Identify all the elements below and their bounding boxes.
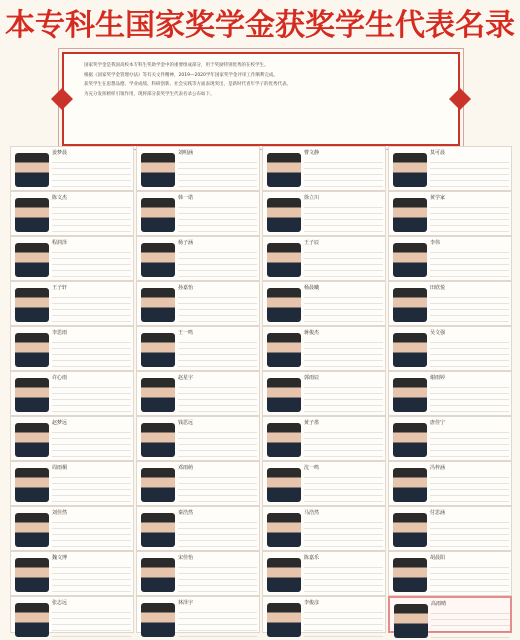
student-name: 李伟 [430, 240, 441, 246]
student-card [388, 461, 512, 506]
student-desc [304, 247, 383, 279]
student-card [388, 326, 512, 371]
student-desc [178, 337, 257, 369]
student-desc [52, 517, 131, 549]
student-photo [267, 243, 301, 277]
intro-paragraph: 国家奖学金是我国高校本专科生奖助学金中的重要组成部分，用于奖励特别优秀的在校学生。 [84, 63, 269, 68]
student-desc [304, 562, 383, 594]
student-card [136, 326, 260, 371]
student-photo [15, 513, 49, 547]
student-photo [141, 423, 175, 457]
student-photo [393, 333, 427, 367]
student-photo [267, 333, 301, 367]
student-name: 姜梦晨 [52, 150, 68, 156]
student-card [388, 416, 512, 461]
student-desc [430, 427, 509, 459]
student-photo [15, 423, 49, 457]
student-photo [267, 603, 301, 637]
student-desc [178, 157, 257, 189]
student-desc [178, 202, 257, 234]
student-name: 程润泽 [52, 240, 68, 246]
ornament-left [51, 88, 73, 110]
student-card [136, 191, 260, 236]
student-desc [178, 517, 257, 549]
student-photo [141, 603, 175, 637]
student-column-2 [136, 146, 260, 633]
student-desc [304, 157, 383, 189]
student-card [10, 371, 134, 416]
student-name: 唐佳宁 [430, 420, 446, 426]
student-name: 钱思远 [178, 420, 194, 426]
student-desc [52, 157, 131, 189]
student-card [10, 191, 134, 236]
student-name: 林泽宇 [178, 600, 194, 606]
student-photo [393, 423, 427, 457]
intro-paragraph: 根据《国家奖学金管理办法》等有关文件精神，2019—2020学年国家奖学金评审工作顺利完成。 [84, 72, 278, 78]
student-card [388, 506, 512, 551]
student-card [262, 146, 386, 191]
student-photo [267, 468, 301, 502]
student-photo [141, 378, 175, 412]
student-photo [393, 198, 427, 232]
student-name: 宋佳怡 [178, 555, 194, 561]
intro-paragraph: 获奖学生在思想品德、学业成绩、科研创新、社会实践等方面表现突出，是新时代青年学子的优秀代表。 [84, 82, 291, 88]
page-title: 本专科生国家奖学金获奖学生代表名录 [5, 8, 515, 43]
student-photo [141, 333, 175, 367]
student-photo [267, 423, 301, 457]
student-photo [393, 468, 427, 502]
student-photo [267, 513, 301, 547]
student-card [262, 551, 386, 596]
student-card [262, 461, 386, 506]
student-photo [15, 603, 49, 637]
student-card [10, 416, 134, 461]
student-name: 王一鸣 [178, 330, 194, 336]
student-card [10, 551, 134, 596]
student-desc [304, 202, 383, 234]
student-name: 郭雨辰 [304, 375, 320, 381]
student-photo [15, 378, 49, 412]
student-name: 许心雨 [52, 375, 68, 381]
student-photo [267, 558, 301, 592]
student-desc [178, 427, 257, 459]
student-grid [10, 146, 510, 633]
student-desc [178, 382, 257, 414]
student-card [136, 371, 260, 416]
student-name: 陈文杰 [52, 195, 68, 201]
student-card [10, 281, 134, 326]
student-desc [304, 427, 383, 459]
student-card [136, 236, 260, 281]
student-desc [430, 292, 509, 324]
student-name: 魏文博 [52, 555, 68, 561]
student-name: 杨晨曦 [304, 285, 320, 291]
student-desc [52, 427, 131, 459]
student-photo [393, 288, 427, 322]
student-name: 冯梓涵 [430, 465, 446, 471]
student-card [388, 281, 512, 326]
student-card [388, 191, 512, 236]
student-desc [52, 292, 131, 324]
student-name: 秦浩然 [178, 510, 194, 516]
student-name: 刘佳然 [52, 510, 68, 516]
student-card [388, 236, 512, 281]
student-desc [430, 337, 509, 369]
student-desc [304, 607, 383, 639]
student-card [136, 461, 260, 506]
student-photo [15, 198, 49, 232]
student-name: 周雨桐 [52, 465, 68, 471]
student-desc [430, 382, 509, 414]
student-card [136, 596, 260, 633]
student-card [136, 551, 260, 596]
student-desc [52, 382, 131, 414]
student-desc [52, 472, 131, 504]
student-name: 莫可晨 [430, 150, 446, 156]
student-desc [430, 202, 509, 234]
student-photo [267, 378, 301, 412]
student-card [388, 551, 512, 596]
student-name: 田欣悦 [430, 285, 446, 291]
student-card [10, 596, 134, 633]
student-photo [393, 558, 427, 592]
student-desc [304, 382, 383, 414]
student-photo [393, 513, 427, 547]
student-desc [52, 607, 131, 639]
student-photo [267, 198, 301, 232]
student-column-4 [388, 146, 512, 633]
student-column-3 [262, 146, 386, 633]
student-name: 李俊彦 [304, 600, 320, 606]
student-name: 谢雨婷 [430, 375, 446, 381]
student-desc [52, 562, 131, 594]
student-name: 徐立川 [304, 195, 320, 201]
student-name: 赵梦远 [52, 420, 68, 426]
student-card [388, 596, 512, 633]
student-photo [141, 468, 175, 502]
student-name: 邓雨萌 [178, 465, 194, 471]
student-name: 李思雨 [52, 330, 68, 336]
student-name: 孙嘉怡 [178, 285, 194, 291]
student-name: 付思涵 [430, 510, 446, 516]
student-desc [52, 247, 131, 279]
student-desc [430, 562, 509, 594]
student-name: 张志远 [52, 600, 68, 606]
student-card [262, 326, 386, 371]
student-desc [304, 517, 383, 549]
student-photo [141, 558, 175, 592]
student-desc [52, 202, 131, 234]
student-photo [15, 558, 49, 592]
student-name: 杨子涵 [178, 240, 194, 246]
student-desc [52, 337, 131, 369]
student-photo [15, 288, 49, 322]
student-card [136, 416, 260, 461]
intro-text [74, 62, 448, 140]
student-photo [394, 604, 428, 638]
student-photo [15, 153, 49, 187]
student-photo [141, 198, 175, 232]
student-photo [15, 243, 49, 277]
student-card [136, 146, 260, 191]
student-card [262, 596, 386, 633]
student-card [262, 416, 386, 461]
intro-panel [62, 52, 460, 146]
student-card [262, 236, 386, 281]
student-card [10, 506, 134, 551]
student-desc [178, 607, 257, 639]
student-card [10, 461, 134, 506]
student-photo [393, 153, 427, 187]
student-name: 蒋俊杰 [304, 330, 320, 336]
student-card [10, 146, 134, 191]
student-photo [141, 288, 175, 322]
student-photo [15, 333, 49, 367]
student-desc [178, 562, 257, 594]
student-desc [304, 472, 383, 504]
student-photo [141, 513, 175, 547]
student-name: 沈一鸣 [304, 465, 320, 471]
student-name: 王子轩 [52, 285, 68, 291]
student-photo [393, 378, 427, 412]
student-card [262, 281, 386, 326]
student-name: 赵星宇 [178, 375, 194, 381]
ornament-right [449, 88, 471, 110]
student-card [136, 506, 260, 551]
student-name: 黄学家 [430, 195, 446, 201]
student-column-1 [10, 146, 134, 633]
student-photo [141, 153, 175, 187]
student-name: 韩一诺 [178, 195, 194, 201]
student-photo [267, 288, 301, 322]
student-card [10, 236, 134, 281]
student-card [388, 146, 512, 191]
student-card [262, 191, 386, 236]
student-card [10, 326, 134, 371]
student-desc [178, 472, 257, 504]
intro-paragraph: 为充分发挥榜样引领作用，现将部分获奖学生代表名录公布如下。 [84, 92, 215, 98]
student-desc [430, 247, 509, 279]
student-photo [393, 243, 427, 277]
student-desc [178, 247, 257, 279]
student-desc [178, 292, 257, 324]
student-desc [431, 608, 510, 640]
student-name: 高雨晴 [431, 601, 447, 607]
student-photo [15, 468, 49, 502]
student-name: 吴文强 [430, 330, 446, 336]
student-desc [430, 517, 509, 549]
student-desc [430, 157, 509, 189]
student-name: 刘明涵 [178, 150, 194, 156]
student-photo [267, 153, 301, 187]
student-desc [304, 337, 383, 369]
student-name: 胡晨阳 [430, 555, 446, 561]
student-card [262, 506, 386, 551]
student-card [388, 371, 512, 416]
student-name: 马浩然 [304, 510, 320, 516]
student-desc [430, 472, 509, 504]
student-name: 陈嘉乐 [304, 555, 320, 561]
student-desc [304, 292, 383, 324]
student-name: 王子辰 [304, 240, 320, 246]
student-photo [141, 243, 175, 277]
student-name: 曹文静 [304, 150, 320, 156]
student-name: 黄子墨 [304, 420, 320, 426]
student-card [262, 371, 386, 416]
student-card [136, 281, 260, 326]
